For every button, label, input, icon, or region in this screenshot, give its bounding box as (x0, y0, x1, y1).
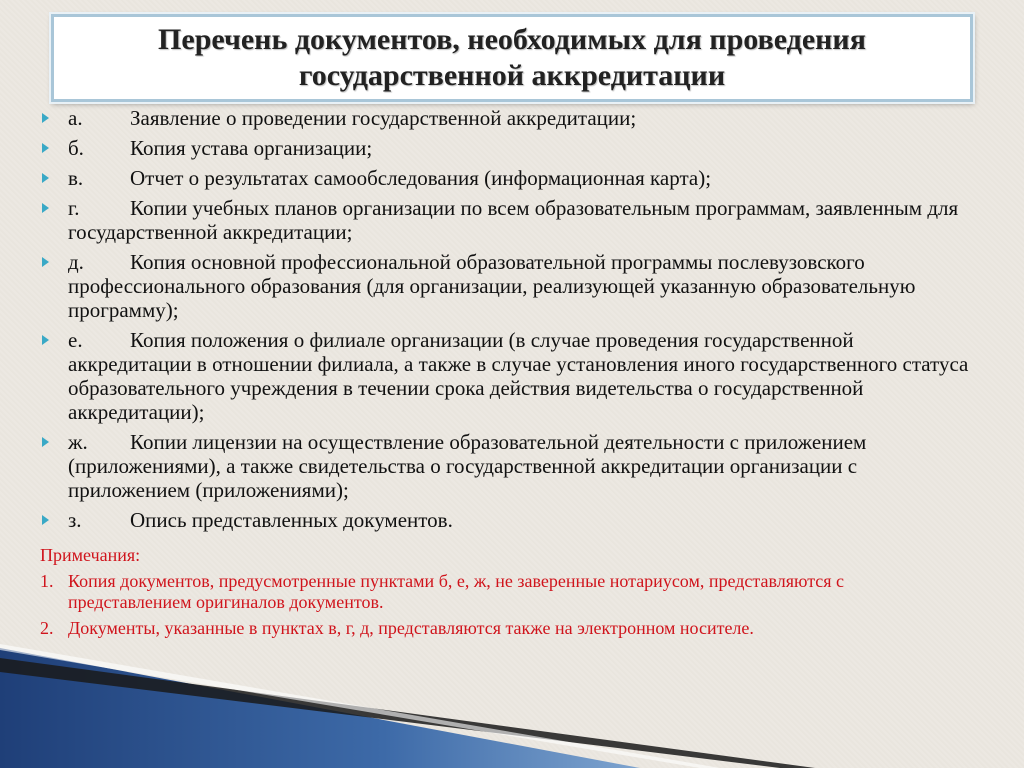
item-letter: г. (68, 196, 80, 220)
triangle-bullet-icon (42, 257, 49, 267)
triangle-bullet-icon (42, 515, 49, 525)
item-letter: в. (68, 166, 84, 190)
document-list (0, 106, 1024, 538)
note-number: 2. (40, 618, 54, 638)
triangle-bullet-icon (42, 173, 49, 183)
list-item-a (0, 106, 1024, 130)
list-item-v (0, 166, 1024, 190)
note-text: Документы, указанные в пунктах в, г, д, представляются также на электронном носителе. (68, 618, 754, 638)
notes-heading: Примечания: (40, 545, 141, 565)
triangle-bullet-icon (42, 113, 49, 123)
triangle-bullet-icon (42, 143, 49, 153)
item-text: Копии лицензии на осуществление образовательной деятельности с приложением (приложениями), а также свидетельства о государственной аккредитации организации с приложением (приложениями); (68, 430, 867, 502)
item-text: Копия устава организации; (130, 136, 373, 160)
list-item-g (0, 196, 1024, 244)
list-item-e (0, 328, 1024, 424)
item-letter: ж. (68, 430, 88, 454)
list-item-zh (0, 430, 1024, 502)
item-text: Копия основной профессиональной образовательной программы послевузовского профессионального образования (для организации, реализующей указанную образовательную программу); (68, 250, 916, 322)
slide-title-box (51, 14, 973, 102)
list-item-b (0, 136, 1024, 160)
item-letter: е. (68, 328, 83, 352)
note-text: Копия документов, предусмотренные пунктами б, е, ж, не заверенные нотариусом, представляются с представлением оригиналов документов. (68, 571, 845, 612)
slide-title-line-1: Перечень документов, необходимых для проведения (158, 23, 866, 56)
decorative-corner-swoosh (0, 600, 1024, 768)
triangle-bullet-icon (42, 203, 49, 213)
triangle-bullet-icon (42, 335, 49, 345)
note-number: 1. (40, 571, 54, 591)
list-item-z (0, 508, 1024, 532)
triangle-bullet-icon (42, 437, 49, 447)
item-text: Отчет о результатах самообследования (информационная карта); (130, 166, 712, 190)
item-letter: з. (68, 508, 82, 532)
slide-title-line-2: государственной аккредитации (298, 59, 726, 92)
item-text: Заявление о проведении государственной аккредитации; (130, 106, 637, 130)
item-letter: а. (68, 106, 83, 130)
list-item-d (0, 250, 1024, 322)
item-text: Копии учебных планов организации по всем образовательным программам, заявленным для государственной аккредитации; (68, 196, 959, 244)
item-text: Опись представленных документов. (130, 508, 453, 532)
item-letter: д. (68, 250, 84, 274)
item-letter: б. (68, 136, 84, 160)
item-text: Копия положения о филиале организации (в случае проведения государственной аккредитации в отношении филиала, а также в случае установления иного государственного статуса образовательного учреждения в течении срока действия видетельства о государственной аккредитации); (68, 328, 969, 424)
